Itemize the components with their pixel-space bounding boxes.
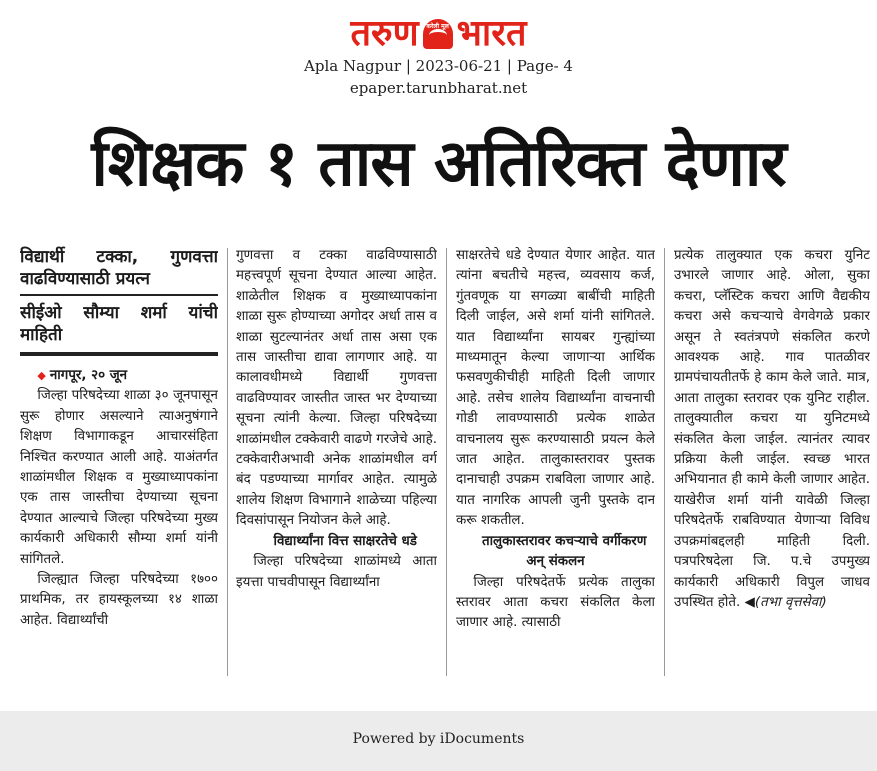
news-credit: (तभा वृत्तसेवा) [754,594,827,610]
paragraph: गुणवत्ता व टक्का वाढविण्यासाठी महत्त्वपूर्ण सूचना देण्यात आल्या आहेत. शाळेतील शिक्षक व मुख्याध्यापकांना शाळा सुरू होण्याच्या अगोदर अर्धा तास व शाळा सुटल्यानंतर अर्धा तास असा एक तास जास्तीचा द्यावा लागणार आहे. या कालावधीमध्ये विद्यार्थी गुणवत्ता वाढविण्यावर जास्तीत जास्त भर देण्याच्या सूचना त्यांनी केल्या. जिल्हा परिषदेच्या शाळांमधील टक्केवारी वाढणे गरजेचे आहे. टक्केवारीअभावी अनेक शाळांमधील वर्ग बंद पडण्याच्या मार्गावर आहेत. त्यामुळे शालेय शिक्षण विभागाने शाळेच्या पहिल्या दिवसांपासून नियोजन केले आहे. [236,248,437,529]
paragraph: जिल्ह्यात जिल्हा परिषदेच्या १७०० प्राथमिक, तर हायस्कूलच्या १४ शाळा आहेत. विद्यार्थ्यांची [20,572,218,628]
paragraph: जिल्हा परिषदेतर्फे प्रत्येक तालुका स्तरावर आता कचरा संकलित केला जाणार आहे. त्यासाठी [456,574,655,631]
subhead-waste-collection: तालुकास्तरावर कचऱ्याचे वर्गीकरण अन् संकलन [481,533,647,570]
column-divider [664,248,665,676]
powered-by-text: Powered by iDocuments [352,731,525,747]
end-mark-icon: ◀ [744,594,755,610]
paragraph: जिल्हा परिषदेच्या शाळांमध्ये आता इयत्ता पाचवीपासून विद्यार्थ्यांना [236,554,437,590]
logo-emblem-text: करेली मूल [426,23,449,30]
logo-emblem-icon [423,19,453,49]
diamond-bullet-icon: ◆ [37,369,46,382]
dateline-text: नागपूर, २० जून [49,368,128,383]
edition-meta: Apla Nagpur | 2023-06-21 | Page- 4 [304,57,573,75]
column-4 [674,246,870,678]
subhead-finance-literacy: विद्यार्थ्यांना वित्त साक्षरतेचे धडे [273,533,417,549]
article-deck-primary: विद्यार्थी टक्का, गुणवत्ता वाढविण्यासाठी प्रयत्न [20,246,218,296]
paragraph-text: प्रत्येक तालुक्यात एक कचरा युनिट उभारले जाणार आहे. ओला, सुका कचरा, प्लॅस्टिक कचरा आणि वैद्यकीय कचरा असे कचऱ्याचे वेगवेगळे प्रकार असून ते स्वतंत्रपणे संकलित करणे आवश्यक आहे. गाव पातळीवर ग्रामपंचायतीतर्फे हे काम केले जाते. मात्र, आता तालुका स्तरावर एक युनिट राहील. तालुक्यातील कचरा या युनिटमध्ये संकलित केला जाईल. त्यानंतर त्यावर प्रक्रिया केली जाईल. स्वच्छ भारत अभियानात ही कामे केली जाणार आहेत. याखेरीज शर्मा यांनी यावेळी जिल्हा परिषदेतर्फे राबविण्यात येणाऱ्या विविध उपक्रमांबद्दलही माहिती दिली. पत्रपरिषदेला जि. प.चे उपमुख्य कार्यकारी अधिकारी विपुल जाधव उपस्थित होते. [674,248,870,610]
paragraph [674,246,870,613]
article-headline: शिक्षक १ तास अतिरिक्त देणार [91,127,786,201]
column-2 [236,246,437,678]
column-divider [227,248,228,676]
logo-word-tarun: तरुण [350,13,419,54]
column-1 [20,246,218,678]
footer-bar [0,711,877,771]
article-body [20,246,870,678]
masthead [0,14,877,98]
epaper-url: epaper.tarunbharat.net [349,79,528,97]
dateline [20,366,218,386]
column-divider [446,248,447,676]
article-deck-secondary: सीईओ सौम्या शर्मा यांची माहिती [20,302,218,356]
paragraph: साक्षरतेचे धडे देण्यात येणार आहेत. यात त्यांना बचतीचे महत्त्व, व्यवसाय कर्ज, गुंतवणूक या सगळ्या बाबींची माहिती दिली जाईल, असे शर्मा यांनी सांगितले. यात विद्यार्थ्यांना सायबर गुन्ह्यांच्या माध्यमातून केल्या जाणाऱ्या आर्थिक फसवणुकीचीही माहिती दिली जाणार आहे. तसेच शालेय विद्यार्थ्यांना वाचनाची गोडी लावण्यासाठी प्रत्येक शाळेत वाचनालय सुरू करण्यासाठी प्रयत्न केले जात आहेत. तालुकास्तरावर पुस्तक दानाचाही उपक्रम राबविला जाणार आहे. यात नागरिक आपली जुनी पुस्तके दान करू शकतील. [456,248,655,529]
column-3 [456,246,655,678]
newspaper-logo [351,14,527,54]
logo-word-bharat: भारत [456,13,527,54]
paragraph: जिल्हा परिषदेच्या शाळा ३० जूनपासून सुरू होणार असल्याने त्याअनुषंगाने शिक्षण विभागाकडून आचारसंहिता निश्चित करण्यात आली आहे. याअंतर्गत शाळांमधील शिक्षक व मुख्याध्यापकांना एक तास जास्तीचा देण्याच्या सूचना देण्यात आल्याचे जिल्हा परिषदेच्या मुख्य कार्यकारी अधिकारी सौम्या शर्मा यांनी सांगितले. [20,388,218,567]
